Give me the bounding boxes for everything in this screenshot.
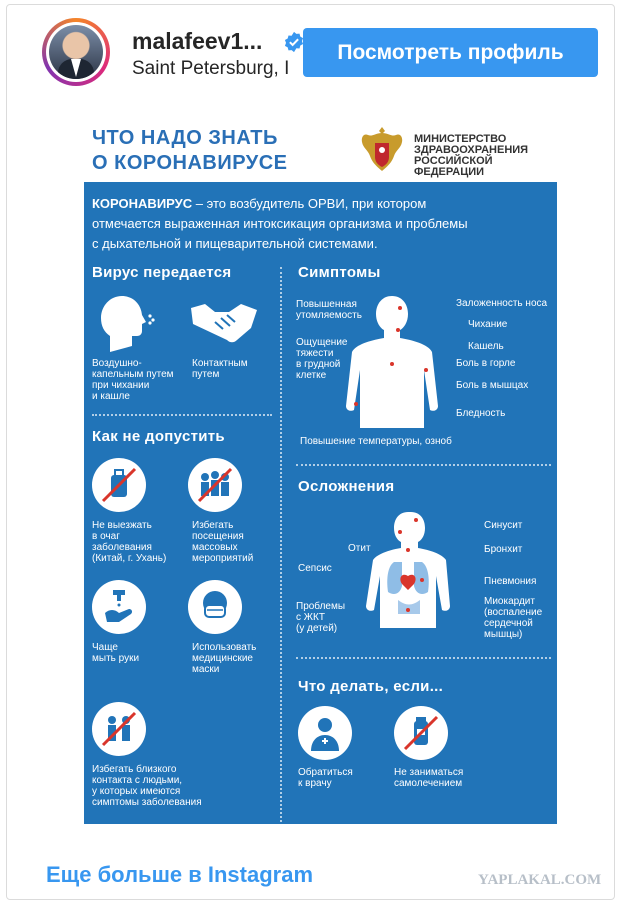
avoid-contact-icon <box>92 702 146 756</box>
complications-title: Осложнения <box>298 478 395 495</box>
myocarditis-label: Миокардит (воспаление сердечной мышцы) <box>484 596 543 640</box>
coat-of-arms-icon <box>359 123 405 175</box>
no-self-treatment-label: Не заниматься самолечением <box>394 767 464 789</box>
sepsis-label: Сепсис <box>298 563 332 574</box>
post-image[interactable] <box>84 110 557 824</box>
divider <box>296 464 551 466</box>
intro-text: КОРОНАВИРУС – это возбудитель ОРВИ, при котором отмечается выраженная интоксикация организма и проблемы с дыхательной и пищеварительной системами. <box>92 196 468 251</box>
divider <box>280 267 282 822</box>
doctor-icon <box>298 706 352 760</box>
location-label[interactable]: Saint Petersburg, I <box>132 58 290 79</box>
more-on-instagram-link[interactable]: Еще больше в Instagram <box>46 862 314 887</box>
organs-diagram-icon <box>360 510 456 630</box>
username[interactable]: malafeev1... <box>132 28 263 54</box>
nasal-congestion-label: Заложенность носа <box>456 298 548 309</box>
bronchitis-label: Бронхит <box>484 544 523 555</box>
sneezing-label: Чихание <box>468 319 508 330</box>
otitis-label: Отит <box>348 543 371 554</box>
sinusitis-label: Синусит <box>484 520 523 531</box>
chest-heaviness-label: Ощущение тяжести в грудной клетке <box>296 337 348 381</box>
no-events-label: Избегать посещения массовых мероприятий <box>192 520 254 564</box>
contact-label: Контактным путем <box>192 358 248 380</box>
masks-label: Использовать медицинские маски <box>192 642 257 675</box>
fever-label: Повышение температуры, озноб <box>300 436 452 447</box>
muscle-pain-label: Боль в мышцах <box>456 380 529 391</box>
divider <box>92 414 272 416</box>
gi-problems-label: Проблемы с ЖКТ (у детей) <box>296 601 346 634</box>
wash-hands-label: Чаще мыть руки <box>92 642 140 664</box>
transmission-title: Вирус передается <box>92 264 232 281</box>
no-events-icon <box>188 458 242 512</box>
pneumonia-label: Пневмония <box>484 576 537 587</box>
no-travel-icon <box>92 458 146 512</box>
poster-body <box>84 182 557 824</box>
symptoms-title: Симптомы <box>298 264 381 281</box>
divider <box>296 657 551 659</box>
cough-label: Кашель <box>468 341 504 352</box>
ministry-name: МИНИСТЕРСТВО ЗДРАВООХРАНЕНИЯ РОССИЙСКОЙ ФЕДЕРАЦИИ <box>414 133 529 178</box>
pallor-label: Бледность <box>456 408 506 419</box>
avoid-contact-label: Избегать близкого контакта с людьми, у которых имеются симптомы заболевания <box>92 764 202 808</box>
poster-title: ЧТО НАДО ЗНАТЬ О КОРОНАВИРУСЕ <box>92 127 288 174</box>
fatigue-label: Повышенная утомляемость <box>296 299 362 321</box>
sore-throat-label: Боль в горле <box>456 358 516 369</box>
prevention-title: Как не допустить <box>92 428 225 445</box>
sneezing-head-icon <box>96 292 156 354</box>
airborne-label: Воздушно- капельным путем при чихании и кашле <box>92 358 174 402</box>
avatar[interactable] <box>42 18 110 86</box>
no-self-treatment-icon <box>394 706 448 760</box>
watermark: YAPLAKAL.COM <box>478 872 602 888</box>
see-doctor-label: Обратиться к врачу <box>298 767 353 789</box>
mask-icon <box>188 580 242 634</box>
view-profile-button[interactable]: Посмотреть профиль <box>303 28 598 77</box>
wash-hands-icon <box>92 580 146 634</box>
no-travel-label: Не выезжать в очаг заболевания (Китай, г. Ухань) <box>92 520 167 564</box>
verified-badge-icon <box>283 31 305 53</box>
handshake-icon <box>189 300 259 344</box>
avatar-photo <box>49 25 103 79</box>
what-to-do-title: Что делать, если... <box>298 678 444 695</box>
